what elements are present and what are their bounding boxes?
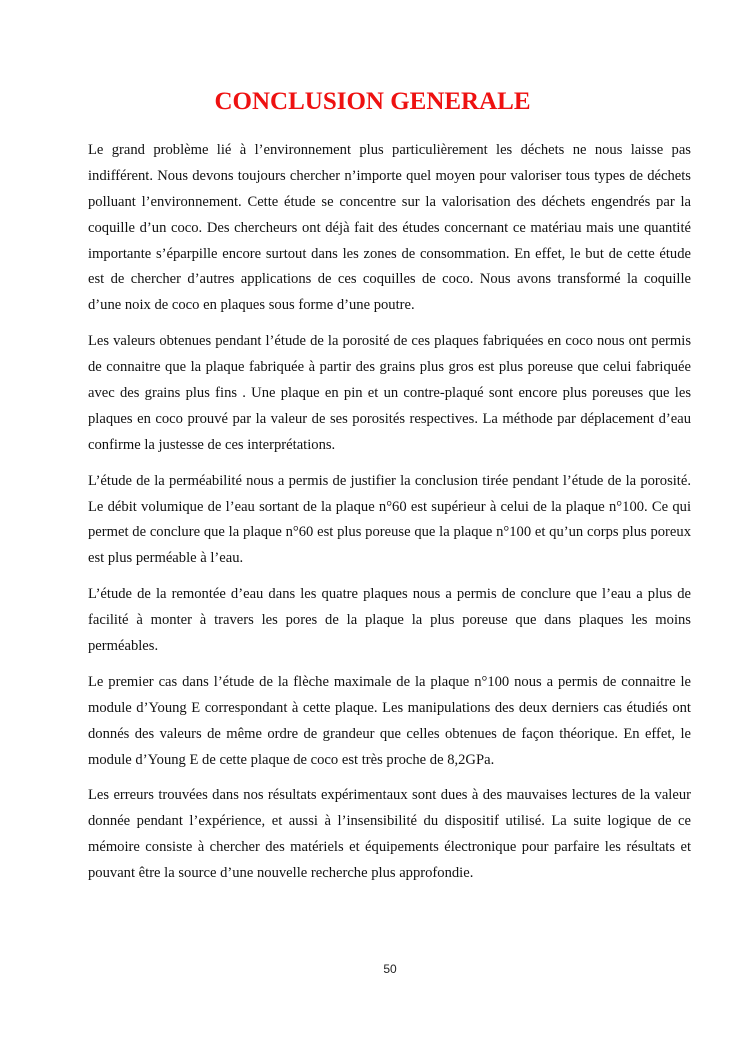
paragraph-line: polluant l’environnement. Cette étude se concentre sur la valorisation des déchets engendrés par la xyxy=(88,193,691,210)
paragraph-line: Les valeurs obtenues pendant l’étude de la porosité de ces plaques fabriquées en coco nous ont permis xyxy=(88,333,691,350)
paragraph-line: Les erreurs trouvées dans nos résultats expérimentaux sont dues à des mauvaises lectures de la valeur xyxy=(88,787,691,804)
paragraph-line: coquille d’un coco. Des chercheurs ont déjà fait des études concernant ce matériau mais une quantité xyxy=(88,219,691,236)
paragraph-line: confirme la justesse de ces interprétations. xyxy=(88,436,336,453)
page-title: CONCLUSION GENERALE xyxy=(214,88,531,115)
page-number: 50 xyxy=(383,962,397,976)
paragraph-line: permet de conclure que la plaque n°60 est plus poreuse que la plaque n°100 et qu’un corps plus poreux xyxy=(88,524,691,541)
paragraph-line: L’étude de la perméabilité nous a permis de justifier la conclusion tirée pendant l’étude de la porosité. xyxy=(88,472,691,489)
paragraph xyxy=(88,783,691,887)
document-body xyxy=(88,138,691,897)
paragraph-line: importante s’éparpille encore surtout dans les zones de consommation. En effet, le but de cette étude xyxy=(88,245,691,262)
paragraph xyxy=(88,670,691,774)
paragraph-line: d’une noix de coco en plaques sous forme d’une poutre. xyxy=(88,297,415,314)
paragraph-line: facilité à monter à travers les pores de la plaque la plus poreuse que dans plaques les moins xyxy=(88,612,691,629)
paragraph-line: module d’Young E de cette plaque de coco est très proche de 8,2GPa. xyxy=(88,751,495,768)
paragraph-line: donnée pendant l’expérience, et aussi à l’insensibilité du dispositif utilisé. La suite logique de ce xyxy=(88,813,691,830)
paragraph-line: est plus perméable à l’eau. xyxy=(88,550,244,567)
paragraph-line: L’étude de la remontée d’eau dans les quatre plaques nous a permis de conclure que l’eau a plus de xyxy=(88,586,691,603)
paragraph-line: plaques en coco prouvé par la valeur de ses porosités respectives. La méthode par déplacement d’eau xyxy=(88,410,691,427)
paragraph-line: de connaitre que la plaque fabriquée à partir des grains plus gros est plus poreuse que celui fabriquée xyxy=(88,359,691,376)
paragraph-line: Le premier cas dans l’étude de la flèche maximale de la plaque n°100 nous a permis de connaitre le xyxy=(88,673,691,690)
paragraph-line: est de chercher d’autres applications de ces coquilles de coco. Nous avons transformé la coquille xyxy=(88,271,691,288)
paragraph-line: Le grand problème lié à l’environnement plus particulièrement les déchets ne nous laisse pas xyxy=(88,142,691,158)
paragraph-line: donnés des valeurs de même ordre de grandeur que celles obtenues de façon théorique. En effet, le xyxy=(88,725,691,742)
paragraph xyxy=(88,582,691,660)
paragraph xyxy=(88,469,691,573)
paragraph-line: mémoire consiste à chercher des matériels et équipements électronique pour parfaire les résultats et xyxy=(88,839,691,856)
paragraph xyxy=(88,138,691,319)
paragraph-line: perméables. xyxy=(88,638,159,655)
paragraph-line: Le débit volumique de l’eau sortant de la plaque n°60 est supérieur à celui de la plaque n°100. Ce qui xyxy=(88,498,691,515)
paragraph-line: pouvant être la source d’une nouvelle recherche plus approfondie. xyxy=(88,865,474,882)
paragraph-line: avec des grains plus fins . Une plaque en pin et un contre-plaqué sont encore plus poreuses que les xyxy=(88,385,691,402)
paragraph xyxy=(88,329,691,458)
paragraph-line: module d’Young E correspondant à cette plaque. Les manipulations des deux derniers cas étudiés ont xyxy=(88,699,691,716)
paragraph-line: indifférent. Nous devons toujours chercher n’importe quel moyen pour valoriser tous types de déchets xyxy=(88,167,691,184)
